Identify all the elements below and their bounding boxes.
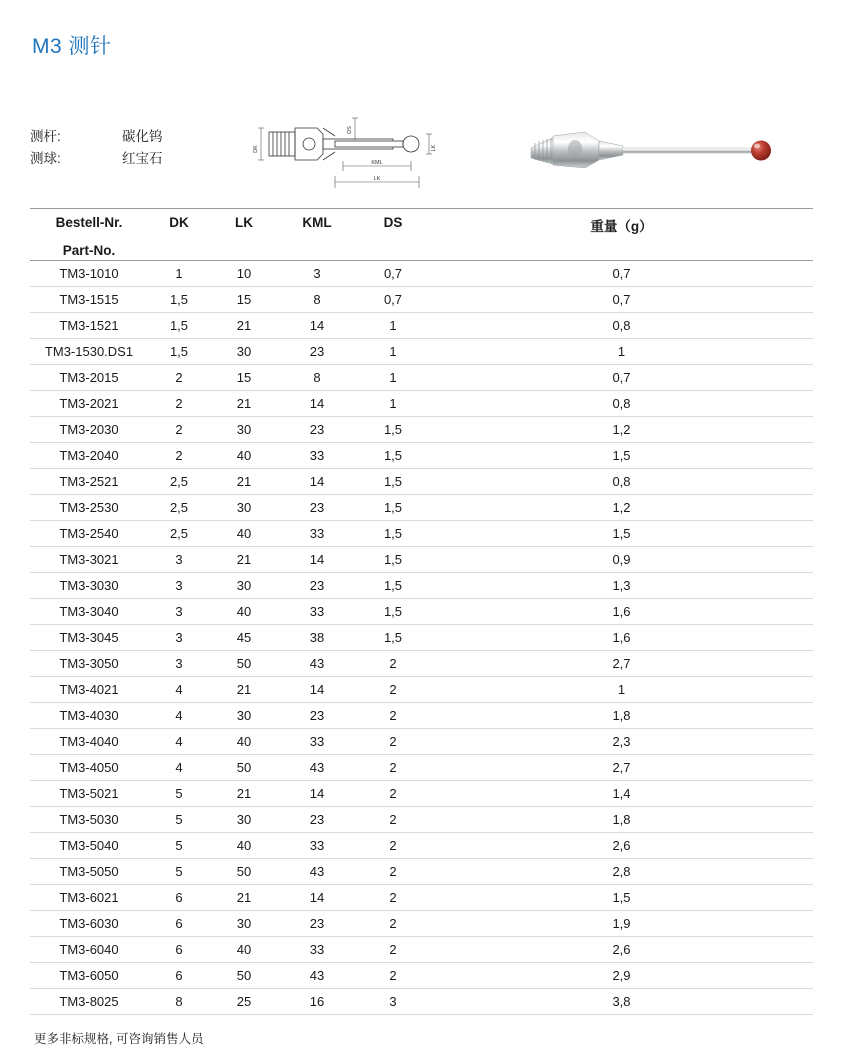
cell-part-no: TM3-8025	[30, 989, 148, 1015]
cell-lk: 30	[210, 911, 278, 937]
cell-kml: 16	[278, 989, 356, 1015]
cell-kml: 14	[278, 469, 356, 495]
cell-lk: 21	[210, 781, 278, 807]
cell-lk: 30	[210, 495, 278, 521]
cell-dk: 2,5	[148, 495, 210, 521]
table-header-row-bottom	[30, 237, 813, 261]
cell-weight: 1,5	[430, 885, 813, 911]
cell-weight: 1,6	[430, 599, 813, 625]
spec-label-stem: 测杆:	[30, 129, 61, 144]
cell-weight: 0,7	[430, 365, 813, 391]
cell-ds: 1,5	[356, 521, 430, 547]
cell-ds: 1,5	[356, 573, 430, 599]
cell-ds: 1,5	[356, 443, 430, 469]
cell-dk: 6	[148, 963, 210, 989]
cell-weight: 2,6	[430, 833, 813, 859]
table-row	[30, 547, 813, 573]
cell-weight: 2,3	[430, 729, 813, 755]
cell-kml: 43	[278, 651, 356, 677]
cell-ds: 2	[356, 807, 430, 833]
cell-kml: 14	[278, 313, 356, 339]
cell-dk: 4	[148, 677, 210, 703]
cell-ds: 0,7	[356, 261, 430, 287]
table-row	[30, 807, 813, 833]
cell-kml: 33	[278, 937, 356, 963]
table-row	[30, 833, 813, 859]
cell-ds: 2	[356, 911, 430, 937]
cell-lk: 25	[210, 989, 278, 1015]
cell-dk: 4	[148, 703, 210, 729]
cell-kml: 33	[278, 729, 356, 755]
cell-dk: 5	[148, 807, 210, 833]
cell-ds: 1,5	[356, 625, 430, 651]
cell-lk: 30	[210, 807, 278, 833]
page-title: M3 测针	[32, 35, 112, 58]
cell-dk: 1,5	[148, 313, 210, 339]
cell-weight: 1	[430, 677, 813, 703]
cell-kml: 33	[278, 521, 356, 547]
cell-ds: 2	[356, 703, 430, 729]
cell-part-no: TM3-3050	[30, 651, 148, 677]
cell-weight: 2,9	[430, 963, 813, 989]
cell-weight: 1,2	[430, 417, 813, 443]
cell-ds: 2	[356, 781, 430, 807]
cell-part-no: TM3-2540	[30, 521, 148, 547]
cell-lk: 21	[210, 677, 278, 703]
cell-dk: 3	[148, 547, 210, 573]
column-header-lk: LK	[210, 209, 278, 238]
column-header-weight-sub	[430, 237, 813, 261]
dim-label-kml: KML	[371, 160, 383, 166]
cell-kml: 14	[278, 781, 356, 807]
cell-part-no: TM3-5050	[30, 859, 148, 885]
cell-lk: 21	[210, 469, 278, 495]
cell-lk: 21	[210, 885, 278, 911]
cell-ds: 2	[356, 729, 430, 755]
technical-drawing	[243, 102, 483, 201]
spec-item-stem	[30, 126, 243, 148]
cell-dk: 5	[148, 833, 210, 859]
cell-weight: 1,3	[430, 573, 813, 599]
cell-kml: 23	[278, 911, 356, 937]
spec-value-stem: 碳化钨	[122, 129, 163, 144]
cell-kml: 33	[278, 833, 356, 859]
table-body	[30, 261, 813, 1015]
cell-part-no: TM3-2030	[30, 417, 148, 443]
cell-ds: 2	[356, 755, 430, 781]
column-header-kml-sub	[278, 237, 356, 261]
table-row	[30, 521, 813, 547]
cell-ds: 0,7	[356, 287, 430, 313]
dim-label-dk: DK	[253, 145, 259, 153]
cell-dk: 5	[148, 859, 210, 885]
cell-weight: 3,8	[430, 989, 813, 1015]
cell-kml: 23	[278, 703, 356, 729]
column-header-dk: DK	[148, 209, 210, 238]
cell-kml: 33	[278, 443, 356, 469]
cell-weight: 2,7	[430, 755, 813, 781]
cell-kml: 23	[278, 417, 356, 443]
cell-lk: 30	[210, 573, 278, 599]
cell-ds: 1,5	[356, 495, 430, 521]
cell-ds: 1	[356, 339, 430, 365]
probe-photo-svg	[523, 108, 813, 200]
cell-dk: 1,5	[148, 287, 210, 313]
table-row	[30, 651, 813, 677]
cell-part-no: TM3-3045	[30, 625, 148, 651]
table-row	[30, 625, 813, 651]
cell-part-no: TM3-5030	[30, 807, 148, 833]
cell-kml: 14	[278, 391, 356, 417]
cell-part-no: TM3-2021	[30, 391, 148, 417]
spec-label-ball: 测球:	[30, 151, 61, 166]
cell-weight: 2,7	[430, 651, 813, 677]
cell-weight: 1,4	[430, 781, 813, 807]
cell-kml: 14	[278, 677, 356, 703]
cell-weight: 0,7	[430, 261, 813, 287]
cell-lk: 21	[210, 547, 278, 573]
column-header-part-no-en: Part-No.	[30, 237, 148, 261]
cell-dk: 2,5	[148, 521, 210, 547]
table-row	[30, 261, 813, 287]
column-header-kml: KML	[278, 209, 356, 238]
cell-kml: 33	[278, 599, 356, 625]
cell-lk: 50	[210, 963, 278, 989]
cell-weight: 1,8	[430, 807, 813, 833]
cell-ds: 3	[356, 989, 430, 1015]
cell-weight: 1,9	[430, 911, 813, 937]
cell-lk: 30	[210, 703, 278, 729]
cell-part-no: TM3-6030	[30, 911, 148, 937]
cell-ds: 1	[356, 365, 430, 391]
spec-item-ball	[30, 148, 243, 170]
table-row	[30, 287, 813, 313]
cell-dk: 3	[148, 651, 210, 677]
table-row	[30, 963, 813, 989]
cell-dk: 6	[148, 885, 210, 911]
cell-ds: 1,5	[356, 599, 430, 625]
cell-dk: 2	[148, 443, 210, 469]
cell-part-no: TM3-2015	[30, 365, 148, 391]
cell-kml: 8	[278, 287, 356, 313]
cell-weight: 1,5	[430, 521, 813, 547]
column-header-weight: 重量（g）	[430, 209, 813, 238]
table-row	[30, 469, 813, 495]
cell-ds: 2	[356, 963, 430, 989]
column-header-lk-sub	[210, 237, 278, 261]
cell-part-no: TM3-1515	[30, 287, 148, 313]
cell-kml: 23	[278, 339, 356, 365]
cell-lk: 15	[210, 365, 278, 391]
cell-ds: 2	[356, 859, 430, 885]
cell-lk: 40	[210, 937, 278, 963]
cell-kml: 3	[278, 261, 356, 287]
cell-kml: 43	[278, 755, 356, 781]
table-row	[30, 443, 813, 469]
cell-dk: 3	[148, 599, 210, 625]
cell-lk: 10	[210, 261, 278, 287]
cell-ds: 2	[356, 651, 430, 677]
cell-lk: 45	[210, 625, 278, 651]
cell-dk: 1,5	[148, 339, 210, 365]
table-row	[30, 573, 813, 599]
table-row	[30, 885, 813, 911]
cell-lk: 30	[210, 339, 278, 365]
cell-lk: 50	[210, 859, 278, 885]
cell-kml: 14	[278, 885, 356, 911]
dim-label-lk-right: LK	[431, 144, 437, 152]
cell-weight: 0,7	[430, 287, 813, 313]
cell-kml: 14	[278, 547, 356, 573]
cell-dk: 2	[148, 417, 210, 443]
cell-lk: 40	[210, 729, 278, 755]
cell-kml: 23	[278, 807, 356, 833]
column-header-ds: DS	[356, 209, 430, 238]
probe-dimension-drawing-svg	[243, 104, 483, 196]
table-row	[30, 989, 813, 1015]
cell-part-no: TM3-1521	[30, 313, 148, 339]
cell-part-no: TM3-4050	[30, 755, 148, 781]
cell-part-no: TM3-4030	[30, 703, 148, 729]
cell-part-no: TM3-1010	[30, 261, 148, 287]
table-row	[30, 859, 813, 885]
table-row	[30, 729, 813, 755]
cell-lk: 21	[210, 313, 278, 339]
cell-weight: 2,6	[430, 937, 813, 963]
cell-weight: 1	[430, 339, 813, 365]
material-spec-list	[30, 102, 243, 170]
column-header-dk-sub	[148, 237, 210, 261]
cell-dk: 8	[148, 989, 210, 1015]
cell-dk: 6	[148, 911, 210, 937]
cell-part-no: TM3-5021	[30, 781, 148, 807]
footnote: 更多非标规格, 可咨询销售人员	[34, 1032, 204, 1046]
cell-weight: 2,8	[430, 859, 813, 885]
cell-ds: 2	[356, 833, 430, 859]
cell-weight: 1,5	[430, 443, 813, 469]
table-row	[30, 755, 813, 781]
cell-ds: 2	[356, 677, 430, 703]
cell-weight: 1,2	[430, 495, 813, 521]
cell-part-no: TM3-3040	[30, 599, 148, 625]
table-row	[30, 417, 813, 443]
cell-part-no: TM3-2521	[30, 469, 148, 495]
dim-label-lk: LK	[373, 176, 381, 182]
cell-part-no: TM3-2040	[30, 443, 148, 469]
cell-dk: 5	[148, 781, 210, 807]
cell-dk: 2,5	[148, 469, 210, 495]
table-row	[30, 703, 813, 729]
cell-lk: 30	[210, 417, 278, 443]
table-header	[30, 209, 813, 261]
table-row	[30, 677, 813, 703]
cell-part-no: TM3-6050	[30, 963, 148, 989]
product-photo	[483, 102, 813, 205]
cell-part-no: TM3-3030	[30, 573, 148, 599]
cell-kml: 23	[278, 573, 356, 599]
table-row	[30, 313, 813, 339]
cell-lk: 40	[210, 521, 278, 547]
cell-ds: 1,5	[356, 417, 430, 443]
cell-kml: 8	[278, 365, 356, 391]
table-row	[30, 911, 813, 937]
cell-part-no: TM3-5040	[30, 833, 148, 859]
column-header-ds-sub	[356, 237, 430, 261]
table-row	[30, 599, 813, 625]
cell-weight: 1,6	[430, 625, 813, 651]
cell-kml: 43	[278, 963, 356, 989]
cell-lk: 50	[210, 651, 278, 677]
cell-ds: 1,5	[356, 469, 430, 495]
cell-dk: 2	[148, 365, 210, 391]
column-header-part-no-de: Bestell-Nr.	[30, 209, 148, 238]
cell-part-no: TM3-2530	[30, 495, 148, 521]
cell-weight: 1,8	[430, 703, 813, 729]
spec-illustration-row	[30, 102, 813, 194]
table-row	[30, 391, 813, 417]
cell-kml: 23	[278, 495, 356, 521]
cell-dk: 1	[148, 261, 210, 287]
table-row	[30, 365, 813, 391]
dim-label-ds: DS	[347, 126, 353, 134]
cell-kml: 38	[278, 625, 356, 651]
cell-lk: 21	[210, 391, 278, 417]
table-row	[30, 937, 813, 963]
cell-part-no: TM3-3021	[30, 547, 148, 573]
cell-part-no: TM3-4040	[30, 729, 148, 755]
cell-lk: 40	[210, 443, 278, 469]
table-row	[30, 339, 813, 365]
cell-part-no: TM3-6021	[30, 885, 148, 911]
cell-dk: 4	[148, 729, 210, 755]
cell-lk: 50	[210, 755, 278, 781]
probe-specification-table	[30, 208, 813, 1015]
spec-value-ball: 红宝石	[122, 151, 163, 166]
cell-lk: 40	[210, 833, 278, 859]
table-header-row-top	[30, 209, 813, 238]
cell-ds: 2	[356, 885, 430, 911]
cell-dk: 3	[148, 625, 210, 651]
table-row	[30, 495, 813, 521]
cell-dk: 6	[148, 937, 210, 963]
cell-weight: 0,8	[430, 469, 813, 495]
table-row	[30, 781, 813, 807]
cell-part-no: TM3-6040	[30, 937, 148, 963]
cell-lk: 15	[210, 287, 278, 313]
cell-lk: 40	[210, 599, 278, 625]
cell-dk: 3	[148, 573, 210, 599]
cell-dk: 4	[148, 755, 210, 781]
cell-ds: 1	[356, 391, 430, 417]
cell-part-no: TM3-1530.DS1	[30, 339, 148, 365]
cell-weight: 0,9	[430, 547, 813, 573]
cell-kml: 43	[278, 859, 356, 885]
cell-ds: 2	[356, 937, 430, 963]
cell-ds: 1,5	[356, 547, 430, 573]
cell-part-no: TM3-4021	[30, 677, 148, 703]
cell-dk: 2	[148, 391, 210, 417]
cell-ds: 1	[356, 313, 430, 339]
cell-weight: 0,8	[430, 391, 813, 417]
cell-weight: 0,8	[430, 313, 813, 339]
